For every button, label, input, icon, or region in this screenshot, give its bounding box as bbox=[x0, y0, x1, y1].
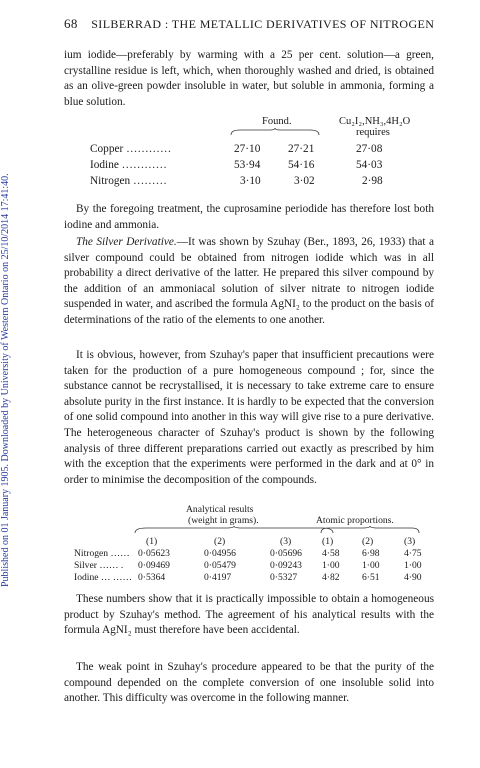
cell-value: 4·90 bbox=[404, 572, 422, 583]
paragraph-6: The weak point in Szuhay's procedure appeared to be that the purity of the compound depended on the complete conversion of one insoluble solid into another. This difficulty was overcome in the following manner. bbox=[64, 661, 434, 705]
cell-value: 0·5364 bbox=[138, 572, 166, 583]
atomic-brace bbox=[320, 526, 420, 534]
col-head: (3) bbox=[280, 536, 292, 547]
cell-value: 1·00 bbox=[322, 560, 340, 571]
cell-value: 4·82 bbox=[322, 572, 340, 583]
cell-value: 6·51 bbox=[362, 572, 380, 583]
paragraph-2: By the foregoing treatment, the cuprosamine periodide has therefore lost both iodine and ammonia. bbox=[64, 203, 434, 231]
requires-label: requires bbox=[356, 127, 390, 138]
row-label: Silver …… . bbox=[74, 560, 124, 571]
paragraph-3: The Silver Derivative.—It was shown by Szuhay (Ber., 1893, 26, 1933) that a silver compound could be obtained from nitrogen iodide which was in all probability a direct derivative of the latter. He prepared this silver compound by the addition of an ammoniacal solution of silver nitrate to nitrogen iodide suspended in water, and ascribed the formula AgNI₂ to the product on the basis of determinations of the ratio of the elements to one another. bbox=[64, 236, 434, 326]
running-title: SILBERRAD : THE METALLIC DERIVATIVES OF NITROGEN bbox=[91, 17, 435, 31]
cell-value: 4·75 bbox=[404, 548, 422, 559]
download-notice: Published on 01 January 1905. Downloaded by University of Western Ontario on 25/10/2014 17:41:40. bbox=[0, 173, 11, 587]
cell-value: 6·98 bbox=[362, 548, 380, 559]
paragraph-1: ium iodide—preferably by warming with a 25 per cent. solution—a green, crystalline residue is left, which, when thoroughly washed and dried, is obtained as an olive-green powder insoluble in water, but soluble in ammonia, forming a blue solution. bbox=[64, 49, 434, 108]
section-heading: The Silver Derivative. bbox=[76, 236, 177, 248]
value-required: 27·08 bbox=[356, 143, 383, 155]
cell-value: 1·00 bbox=[362, 560, 380, 571]
row-label: Iodine … …… bbox=[74, 572, 133, 583]
value-1: 53·94 bbox=[234, 159, 261, 171]
value-1: 27·10 bbox=[234, 143, 261, 155]
table-analysis-1 bbox=[64, 116, 444, 196]
value-2: 3·02 bbox=[294, 175, 315, 187]
cell-value: 0·05623 bbox=[138, 548, 170, 559]
row-label: Nitrogen ……… bbox=[90, 175, 167, 187]
value-2: 27·21 bbox=[288, 143, 315, 155]
cell-value: 0·09243 bbox=[270, 560, 302, 571]
value-required: 2·98 bbox=[362, 175, 383, 187]
analytical-brace bbox=[134, 526, 334, 534]
table-analysis-2 bbox=[64, 500, 444, 600]
row-label: Iodine ………… bbox=[90, 159, 167, 171]
cell-value: 0·04956 bbox=[204, 548, 236, 559]
cell-value: 0·05479 bbox=[204, 560, 236, 571]
col-head: (1) bbox=[322, 536, 334, 547]
cell-value: 0·4197 bbox=[204, 572, 232, 583]
row-label: Nitrogen …… bbox=[74, 548, 130, 559]
page-header bbox=[64, 16, 444, 32]
paragraph-5: These numbers show that it is practically impossible to obtain a homogeneous product by Szuhay's method. The agreement of his analytical results with the formula AgNI₂ must therefore have been accidental. bbox=[64, 593, 434, 637]
value-2: 54·16 bbox=[288, 159, 315, 171]
value-1: 3·10 bbox=[240, 175, 261, 187]
found-brace bbox=[230, 128, 320, 136]
found-label: Found. bbox=[262, 116, 292, 127]
col-head: (2) bbox=[362, 536, 374, 547]
analytical-sub: (weight in grams). bbox=[188, 515, 259, 526]
col-head: (1) bbox=[146, 536, 158, 547]
cell-value: 0·5327 bbox=[270, 572, 298, 583]
page-number: 68 bbox=[64, 16, 78, 31]
col-head: (3) bbox=[404, 536, 416, 547]
value-required: 54·03 bbox=[356, 159, 383, 171]
cell-value: 1·00 bbox=[404, 560, 422, 571]
paragraph-4: It is obvious, however, from Szuhay's paper that insufficient precautions were taken for the production of a pure homogeneous compound ; for, since the substance cannot be recrystallised, it is necessary to take extreme care to ensure absolute purity in the first instance. It is hardly to be expected that the conversion of one solid compound into another in this way will give rise to a pure derivative. The heterogeneous character of Szuhay's product is shown by the following analysis of three different preparations carried out exactly as prescribed by him with the exception that the experiments were performed in the dark and at 0° in order to minimise the decomposition of the compounds. bbox=[64, 349, 434, 486]
row-label: Copper ………… bbox=[90, 143, 172, 155]
cell-value: 4·58 bbox=[322, 548, 340, 559]
analytical-label: Analytical results bbox=[186, 504, 254, 515]
atomic-label: Atomic proportions. bbox=[316, 515, 394, 526]
cell-value: 0·09469 bbox=[138, 560, 170, 571]
cell-value: 0·05696 bbox=[270, 548, 302, 559]
requires-formula: Cu₂I₂,NH₃,4H₂O bbox=[339, 116, 411, 127]
col-head: (2) bbox=[214, 536, 226, 547]
